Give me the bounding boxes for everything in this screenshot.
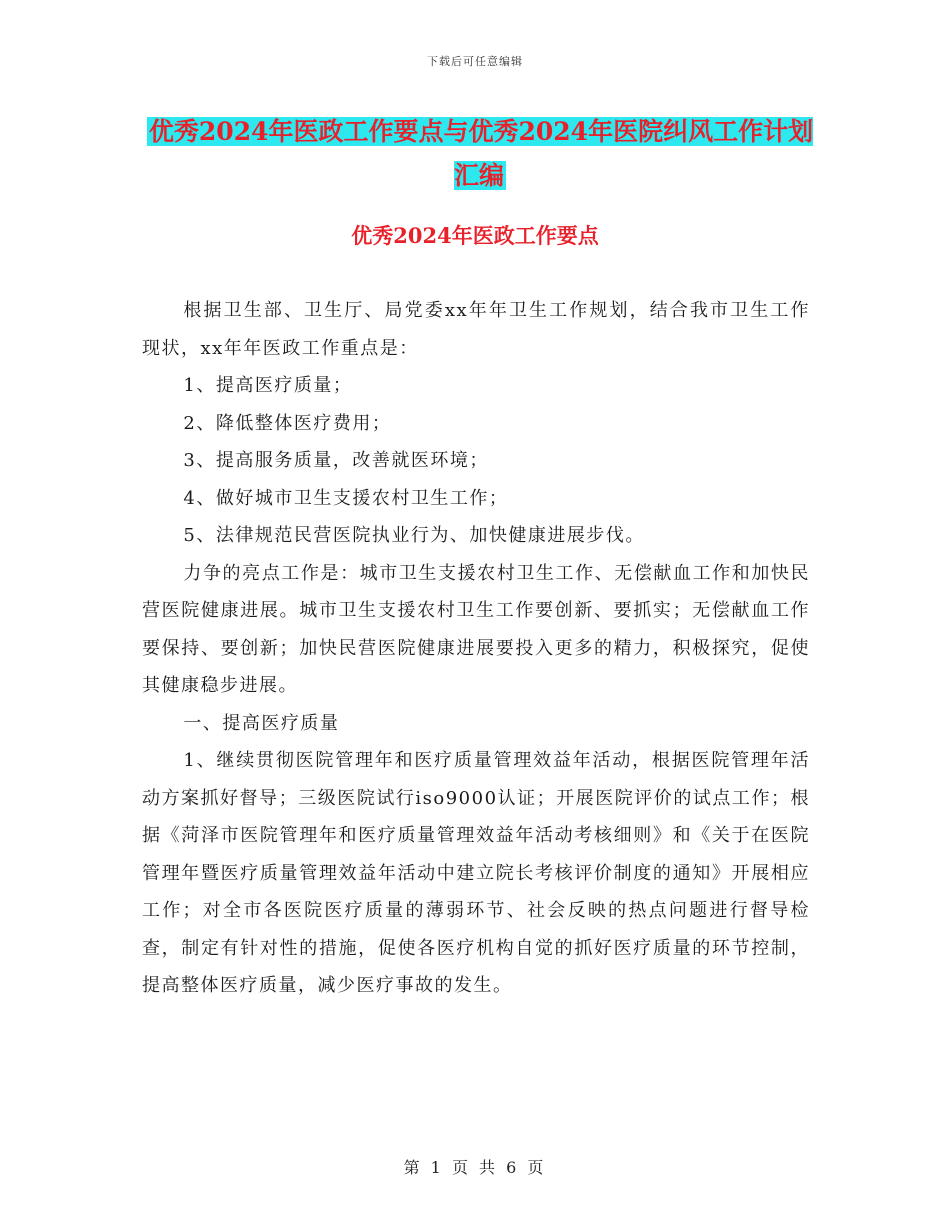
paragraph-highlights: 力争的亮点工作是：城市卫生支援农村卫生工作、无偿献血工作和加快民营医院健康进展。城市卫生支援农村卫生工作要创新、要抓实；无偿献血工作要保持、要创新；加快民营医院健康进展要投入更多的精力，积极探究，促使其健康稳步进展。 <box>142 562 810 696</box>
paragraph-intro: 根据卫生部、卫生厅、局党委xx年年卫生工作规划，结合我市卫生工作现状，xx年年医政工作重点是： <box>142 300 810 359</box>
document-body <box>142 292 810 1005</box>
header-note: 下载后可任意编辑 <box>427 55 523 68</box>
list-item: 5、法律规范民营医院执业行为、加快健康进展步伐。 <box>183 525 645 546</box>
list-item: 2、降低整体医疗费用； <box>183 412 392 434</box>
subsection-heading: 一、提高医疗质量 <box>183 712 340 734</box>
document-title-text: 优秀2024年医政工作要点与优秀2024年医院纠风工作计划汇编 <box>148 117 814 190</box>
document-title <box>140 110 820 198</box>
section-title: 优秀2024年医政工作要点 <box>351 223 599 248</box>
page-number: 第 1 页 共 6 页 <box>403 1158 547 1177</box>
list-item: 4、做好城市卫生支援农村卫生工作； <box>183 487 509 509</box>
list-item: 3、提高服务质量，改善就医环境； <box>183 450 489 471</box>
paragraph-quality: 1、继续贯彻医院管理年和医疗质量管理效益年活动，根据医院管理年活动方案抓好督导；三级医院试行iso9000认证；开展医院评价的试点工作；根据《菏泽市医院管理年和医疗质量管理效益年活动考核细则》和《关于在医院管理年暨医疗质量管理效益年活动中建立院长考核评价制度的通知》开展相应工作；对全市各医院医疗质量的薄弱环节、社会反映的热点问题进行督导检查，制定有针对性的措施，促使各医疗机构自觉的抓好医疗质量的环节控制，提高整体医疗质量，减少医疗事故的发生。 <box>142 750 810 996</box>
list-item: 1、提高医疗质量； <box>183 375 353 396</box>
